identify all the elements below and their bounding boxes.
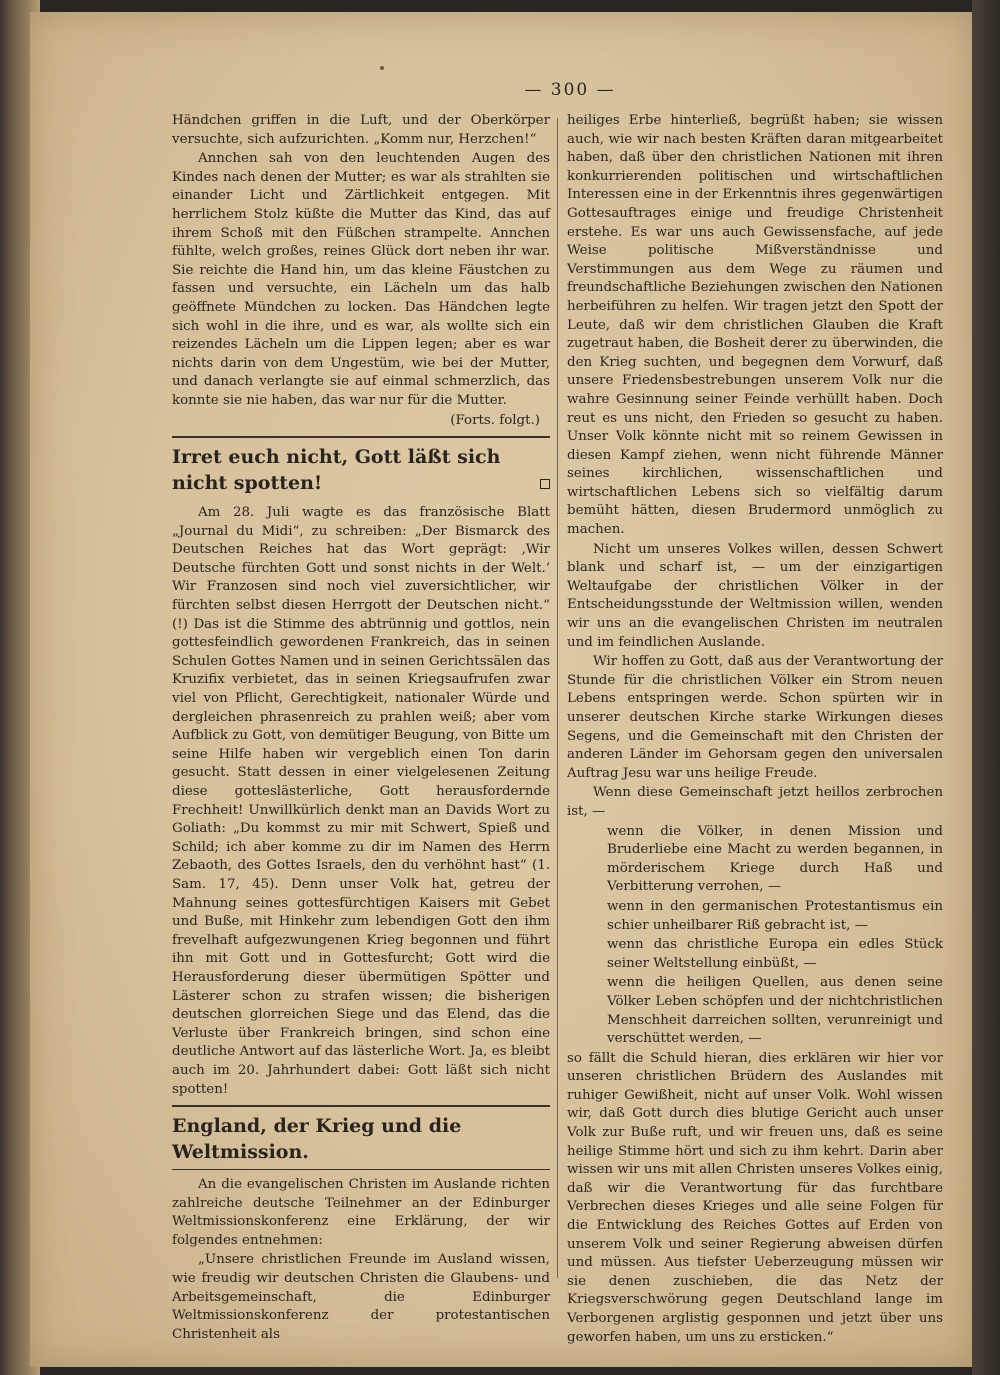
hanging-line: wenn in den germanischen Protestantismus ein schier unheilbarer Riß gebracht ist, — (607, 898, 943, 933)
left-column (172, 112, 550, 1345)
end-square-icon (540, 479, 550, 489)
article-paragraph: An die evangelischen Christen im Auslande richten zahlreiche deutsche Teilnehmer an der Edinburger Weltmissionskonferenz eine Erklärung, der wir folgendes entnehmen: (172, 1177, 550, 1248)
title-underline (172, 1169, 550, 1170)
column-divider (557, 118, 558, 1278)
article-title: England, der Krieg und die Weltmission. (172, 1115, 462, 1164)
article-paragraph: Am 28. Juli wagte es das französische Blatt „Journal du Midi“, zu schreiben: „Der Bismarck des Deutschen Reiches hat das Wort geprägt: ‚Wir Deutsche fürchten Gott und sonst nichts in der Welt.‘ Wir Franzosen sind noch viel zuversichtlicher, wir fürchten selbst diesen Herrgott der Deutschen nicht.“ (!) Das ist die Stimme des abtrünnig und gottlos, nein gottesfeindlich gewordenen Frankreich, das in seinen Schulen Gottes Namen und in seinen Gerichtssälen das Kruzifix verbietet, das in seinen Kriegsaufrufen zwar viel von Pflicht, Gerechtigkeit, nationaler Würde und dergleichen phrasenreich zu prahlen weiß; aber vom Aufblick zu Gott, von demütiger Beugung, von Bitte um seine Hilfe haben wir vergeblich einen Ton darin gesucht. Statt dessen in einer vielgelesenen Zeitung diese gotteslästerliche, Gott herausfordernde Frechheit! Unwillkürlich denkt man an Davids Wort zu Goliath: „Du kommst zu mir mit Schwert, Spieß und Schild; ich aber komme zu dir im Namen des Herrn Zebaoth, des Gottes Israels, den du verhöhnt hast“ (1. Sam. 17, 45). Denn unser Volk hat, getreu der Mahnung seines gottesfürchtigen Kaisers mit Gebet und Buße, mit Hinkehr zum lebendigen Gott den ihm frevelhaft aufgezwungenen Krieg begonnen und führt ihn mit Gott und in Gottesfurcht; Gott wird die Herausforderung dieser übermütigen Spötter und Lästerer schon zu strafen wissen; die bisherigen deutschen glorreichen Siege und das Elend, das die Verluste über Frankreich bringen, sind schon eine deutliche Antwort auf das lästerliche Wort. Ja, es bleibt auch im 20. Jahrhundert dabei: Gott läßt sich nicht spotten! (172, 505, 550, 1097)
hanging-line: wenn die Völker, in denen Mission und Bruderliebe eine Macht zu werden begannen, in mörderischem Kriege durch Haß und Verbitterung verrohen, — (607, 823, 943, 895)
section-divider (172, 1105, 550, 1107)
article-paragraph: „Unsere christlichen Freunde im Ausland wissen, wie freudig wir deutschen Christen die Glaubens- und Arbeitsgemeinschaft, die Edinburger Weltmissionskonferenz der protestantischen Christenheit als (172, 1252, 550, 1342)
article-title-text: Irret euch nicht, Gott läßt sich nicht spotten! (172, 446, 501, 495)
article-paragraph: heiliges Erbe hinterließ, begrüßt haben; sie wissen auch, wie wir nach besten Kräften daran mitgearbeitet haben, daß über den christlichen Nationen mit ihren konkurrierenden politischen und wirtschaftlichen Interessen eine in der Erkenntnis ihres gegenwärtigen Gottesauftrages einige und freudige Christenheit erstehe. Es war uns auch Gewissensfache, auf jede Weise politische Mißverständnisse und Verstimmungen aus dem Wege zu räumen und freundschaftliche Beziehungen zwischen den Nationen herbeiführen zu helfen. Wir tragen jetzt den Spott der Leute, daß wir dem christlichen Glauben die Kraft zugetraut haben, die Bosheit derer zu überwinden, die den Krieg suchten, und begegnen dem Vorwurf, daß unsere Friedensbestrebungen unserem Volk nur die wahre Gesinnung seiner Feinde verhüllt haben. Doch reut es uns nicht, den Frieden so gesucht zu haben. Unser Volk könnte nicht mit so reinem Gewissen in diesen Kampf ziehen, wenn nicht führende Männer seines kirchlichen, wissenschaftlichen und wirtschaftlichen Lebens sich so vielfältig darum bemüht hätten, diesen Brudermord unmöglich zu machen. (567, 113, 943, 538)
article-paragraph: Nicht um unseres Volkes willen, dessen Schwert blank und scharf ist, — um der einzigartigen Weltaufgabe der christlichen Völker in der Entscheidungsstunde der Weltmission willen, wenden wir uns an die evangelischen Christen im neutralen und im feindlichen Auslande. (567, 541, 943, 650)
page-number: — 300 — (524, 80, 616, 100)
article-paragraph: Wenn diese Gemeinschaft jetzt heillos zerbrochen ist, — (567, 785, 943, 819)
section-divider (172, 436, 550, 438)
right-column (567, 112, 943, 1348)
article-paragraph: Wir hoffen zu Gott, daß aus der Verantwortung der Stunde für die christlichen Völker ein Strom neuen Lebens entspringen werde. Schon spürten wir in unserer deutschen Kirche starke Wirkungen dieses Segens, und die Gemeinschaft mit den Christen der anderen Länder im Gehorsam gegen den universalen Auftrag Jesu war uns heilige Freude. (567, 654, 943, 781)
book-cover-edge (972, 0, 1000, 1375)
hanging-line: wenn das christliche Europa ein edles Stück seiner Weltstellung einbüßt, — (607, 937, 943, 971)
hanging-line: wenn die heiligen Quellen, aus denen seine Völker Leben schöpfen und der nichtchristlichen Menschheit darreichen sollten, verunreinigt und verschüttet werden, — (607, 975, 943, 1047)
closing-paragraph: so fällt die Schuld hieran, dies erklären wir hier vor unseren christlichen Brüdern des Auslandes mit ruhiger Gewißheit, nicht auf unser Volk. Wohl wissen wir, daß Gott durch dies blutige Gericht auch unser Volk zur Buße ruft, und wir freuen uns, daß es seine heilige Stimme hört und sich zu ihm kehrt. Darin aber wissen wir uns mit allen Christen unseres Volkes einig, daß wir die Verantwortung für das furchtbare Verbrechen dieses Krieges und alle seine Folgen für die Entwicklung des Reiches Gottes auf Erden von unserem Volk und seiner Regierung abweisen dürfen und müssen. Aus tiefster Ueberzeugung müssen wir sie denen zuschieben, die das Netz der Kriegsverschwörung gegen Deutschland lange im Verborgenen arglistig gesponnen und jetzt über uns geworfen haben, um uns zu ersticken.“ (567, 1050, 943, 1345)
story-paragraph: Annchen sah von den leuchtenden Augen des Kindes nach denen der Mutter; es war als strahlten sie einander Licht und Zärtlichkeit entgegen. Mit herrlichem Stolz küßte die Mutter das Kind, das auf ihrem Schoß mit den Füßchen strampelte. Annchen fühlte, welch großes, reines Glück dort neben ihr war. Sie reichte die Hand hin, um das kleine Fäustchen zu fassen und versuchte, ein Lächeln um das halb geöffnete Mündchen zu locken. Das Händchen legte sich wohl in die ihre, und es war, als wollte sich ein reizendes Lächeln um die Lippen legen; aber es war nichts darin von dem Ungestüm, wie bei der Mutter, und danach verlangte sie auf einmal schmerzlich, das konnte sie nie haben, das war nur für die Mutter. (172, 151, 550, 408)
continuation-note: (Forts. folgt.) (450, 412, 540, 428)
page-speck (380, 66, 384, 70)
article-title (172, 444, 550, 496)
story-paragraph: Händchen griffen in die Luft, und der Oberkörper versuchte, sich aufzurichten. „Komm nur, Herzchen!“ (172, 113, 550, 147)
